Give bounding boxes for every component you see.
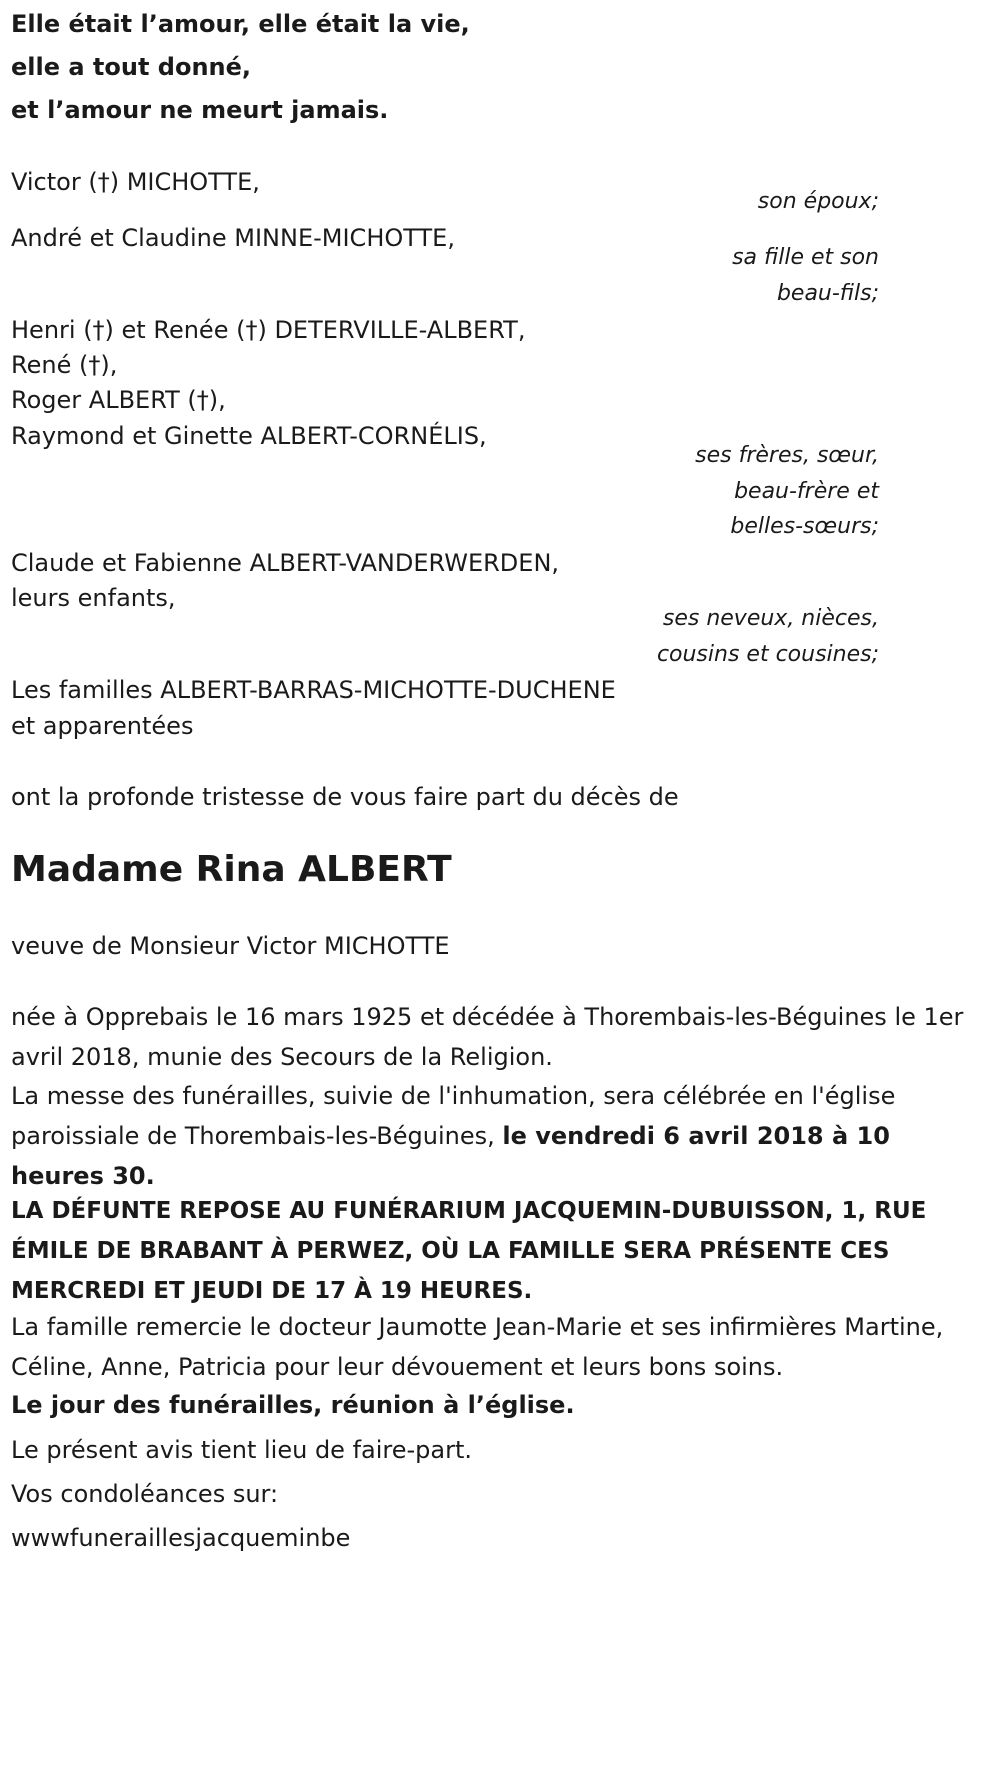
condolences-website: wwwfuneraillesjacqueminbe	[11, 1524, 351, 1552]
siblings-role: belles-sœurs;	[730, 514, 879, 539]
verse-line-2: elle a tout donné,	[11, 53, 252, 81]
daughter-name: André et Claudine MINNE-MICHOTTE,	[11, 224, 455, 252]
repose-notice: LA DÉFUNTE REPOSE AU FUNÉRARIUM JACQUEMIN-DUBUISSON, 1, RUE ÉMILE DE BRABANT À PERWEZ, OÙ LA FAMILLE SERA PRÉSENTE CES MERCREDI ET JEUDI DE 17 À 19 HEURES.	[11, 1198, 927, 1304]
widow-of-text: veuve de Monsieur Victor MICHOTTE	[11, 932, 450, 960]
meeting-notice: Le jour des funérailles, réunion à l’église.	[11, 1391, 575, 1419]
nephews-role: ses neveux, nièces,	[662, 606, 879, 631]
mass-date: le vendredi 6 avril 2018 à 10 heures 30.	[11, 1122, 890, 1190]
families-line: Les familles ALBERT-BARRAS-MICHOTTE-DUCHENE	[11, 676, 616, 704]
deceased-name: Madame Rina ALBERT	[11, 849, 452, 890]
daughter-role-line-1: sa fille et son	[732, 245, 879, 270]
siblings-role: ses frères, sœur,	[695, 443, 879, 468]
families-line: et apparentées	[11, 712, 194, 740]
spouse-role: son époux;	[757, 189, 879, 214]
birth-death-text: née à Opprebais le 16 mars 1925 et décédée à Thorembais-les-Béguines le 1er avril 2018, munie des Secours de la Religion.	[11, 1003, 964, 1071]
siblings-role: beau-frère et	[734, 479, 879, 504]
verse-line-1: Elle était l’amour, elle était la vie,	[11, 10, 470, 38]
sibling-name: Roger ALBERT (†),	[11, 386, 226, 414]
spouse-name: Victor (†) MICHOTTE,	[11, 168, 260, 196]
faire-part-notice: Le présent avis tient lieu de faire-part.	[11, 1436, 473, 1464]
nephew-name: Claude et Fabienne ALBERT-VANDERWERDEN,	[11, 549, 560, 577]
announcement-text: ont la profonde tristesse de vous faire part du décès de	[11, 783, 679, 811]
sibling-name: René (†),	[11, 351, 118, 379]
mass-text: La messe des funérailles, suivie de l'inhumation, sera célébrée en l'église paroissiale de Thorembais-les-Béguines,	[11, 1082, 896, 1150]
mass-paragraph	[11, 1076, 981, 1196]
verse-line-3: et l’amour ne meurt jamais.	[11, 96, 389, 124]
condolences-label: Vos condoléances sur:	[11, 1480, 279, 1508]
sibling-name: Raymond et Ginette ALBERT-CORNÉLIS,	[11, 422, 487, 450]
nephews-role: cousins et cousines;	[656, 642, 879, 667]
nephew-name: leurs enfants,	[11, 584, 176, 612]
daughter-role-line-2: beau-fils;	[776, 281, 879, 306]
sibling-name: Henri (†) et Renée (†) DETERVILLE-ALBERT,	[11, 316, 526, 344]
thanks-text: La famille remercie le docteur Jaumotte Jean-Marie et ses infirmières Martine, Céline, Anne, Patricia pour leur dévouement et leurs bons soins.	[11, 1313, 944, 1381]
